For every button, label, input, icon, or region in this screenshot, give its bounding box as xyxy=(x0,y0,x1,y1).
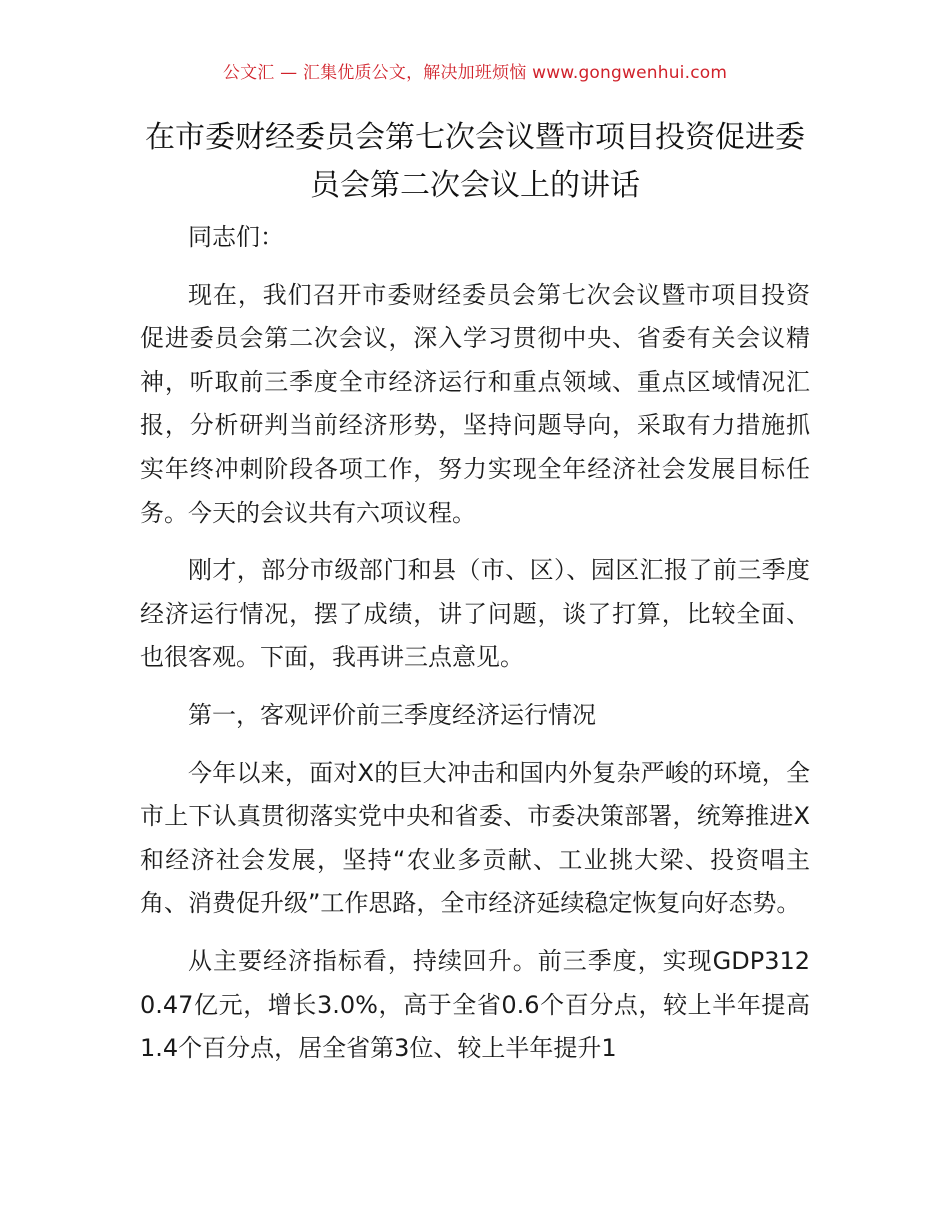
paragraph-intro: 现在，我们召开市委财经委员会第七次会议暨市项目投资促进委员会第二次会议，深入学习贯彻中央、省委有关会议精神，听取前三季度全市经济运行和重点领域、重点区域情况汇报，分析研判当前经济形势，坚持问题导向，采取有力措施抓实年终冲刺阶段各项工作，努力实现全年经济社会发展目标任务。今天的会议共有六项议程。 xyxy=(140,280,810,527)
paragraph-indicators: 从主要经济指标看，持续回升。前三季度，实现GDP3120.47亿元，增长3.0%，高于全省0.6个百分点，较上半年提高1.4个百分点，居全省第3位、较上半年提升1 xyxy=(140,946,810,1063)
site-banner: 公文汇 — 汇集优质公文，解决加班烦恼 www.gongwenhui.com xyxy=(222,63,728,83)
document-title: 在市委财经委员会第七次会议暨市项目投资促进委员会第二次会议上的讲话 xyxy=(145,120,805,203)
section-heading: 第一，客观评价前三季度经济运行情况 xyxy=(188,700,596,729)
document-body xyxy=(140,216,810,1085)
salutation: 同志们： xyxy=(188,223,284,251)
paragraph-overview: 今年以来，面对X的巨大冲击和国内外复杂严峻的环境，全市上下认真贯彻落实党中央和省委、市委决策部署，统筹推进X和经济社会发展，坚持“农业多贡献、工业挑大梁、投资唱主角、消费促升级”工作思路，全市经济延续稳定恢复向好态势。 xyxy=(140,758,810,918)
paragraph-reports: 刚才，部分市级部门和县（市、区）、园区汇报了前三季度经济运行情况，摆了成绩，讲了问题，谈了打算，比较全面、也很客观。下面，我再讲三点意见。 xyxy=(140,556,810,672)
